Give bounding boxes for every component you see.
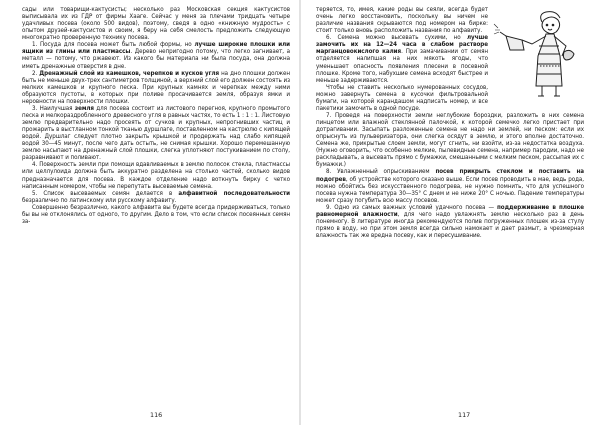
paragraph: Совершенно безразлично, какого алфавита вы будете всегда придерживаться, только бы вы не отклонялись от одного, то другим. Дело в том, что если список посеянных семян за- [22, 203, 290, 225]
left-page [22, 6, 290, 425]
paragraph: 7. Проведя на поверхности земли неглубокие бороздки, разложить в них семена пинцетом или влажной стеклянной палочкой, к которой семечко легко пристает при дотрагивании. Засыпать разложенные семена не надо ни землей, ни песком: если их опрыснуть из пульверизатора, они слегка осядут в землю, и этого вполне достаточно. Семена же, прикрытые слоем земли, могут сгнить, ни взойти, из-за недостатка воздуха. (Нужно оговорить, что особенно мелкие, пылевидные семена, например пародии, надо не раскладывать, а высевать прямо с бумажки, смешанными с мелким песком, рассыпая их с бумажки.) [316, 111, 584, 169]
right-page [316, 6, 584, 425]
page-number: 116 [150, 411, 163, 419]
paragraph: Чтобы не ставить несколько нумерованных сосудов, можно завернуть семена в кусочки фильтровальной бумаги, на которой карандашом надписать номер, и все пакетики замочить в одной посуде. [316, 83, 488, 112]
paragraph: 1. Посуда для посева может быть любой формы, но лучше широкие плошки или ящики из глины или пластмассы. Дерево непригодно потому, что легко загнивает, а металл — потому, что ржавеют. Из какого бы материала ни была посуда, она должна иметь дренажные отверстия в дне. [22, 41, 291, 70]
paragraph: 6. Семена можно высевать сухими, но лучше замочить их на 12—24 часа в слабом растворе марганцовокислого калия. При замачивании от семян отделяется налипшая на них мякоть ягоды, что уменьшает опасность появления плесени в посевной плошке. Кроме того, набухшие семена всходят быстрее и меньше задерживаются. [316, 34, 488, 84]
paragraph: 8. Увлажненный опрыскиванием посев прикрыть стеклом и поставить на подогрев, об устройстве которого сказано выше. Если посев проводить в мае, ведь рода, можно обойтись без искусственного подогрева, не нужно помнить, что для успешного посева нужна температура 30—35° С днем и не ниже 20° С ночью. Падение температуры может сразу погубить всю массу посевов. [316, 168, 584, 204]
woman-watering-illustration [492, 6, 588, 102]
paragraph: 4. Поверхность земли при помощи вдавливаемых в землю полосок стекла, пластмассы или целлулоида должна быть аккуратно разделена на столько частей, сколько видов предназначается для посева. В каждое отделение надо воткнуть бирку с четко написанным номером, чтобы не перепутать высеваемые семена. [22, 161, 290, 190]
paragraph: 2. Дренажный слой из камешков, черепков и кусков угля на дно плошки должен быть не меньше двух-трех сантиметров толщиной, а верхний слой его должен состоять из мелких камешков и крупного песка. При крупных камнях и черепках между ними образуются пустоты, в которых при поливе просачивается земля, образуя ямки и неровности на поверхности плошки. [22, 69, 290, 105]
book-gutter [299, 0, 301, 425]
paragraph: 3. Наилучшая земля для посева состоит из листового перегноя, крупного промытого песка и мелкораздробленного древесного угля в равных частях, то есть 1 : 1 : 1. Листовую землю предварительно надо просеять от сучков и крупных, непрогнивших частиц и прожарить в выстланном тонкой тканью дуршлаге, поставленном на кастрюлю с кипящей водой. Дуршлаг следует плотно закрыть крышкой и продержать над слабо кипящей водой 30—45 минут, после чего дать остыть, не снимая крышки. Хорошо перемешанную землю насыпают на дренажный слой плошки, слегка уплотняют постукиванием по столу, разравнивают и поливают. [22, 104, 290, 162]
paragraph: 9. Одно из самых важных условий удачного посева — поддерживание в плошке равномерной влажности, для чего надо увлажнять землю несколько раз в день понемногу. В литературе иногда рекомендуются полив погруженных плошек из-за стулу прямо в воду, но при этом земля всегда сильно намокает и дает размыт, а чрезмерная влажность так же вредна посеву, как и пересушивание. [316, 203, 584, 239]
paragraph: 5. Список высеваемых семян делается в алфавитной последовательности безразлично по латинскому или русскому алфавиту. [22, 189, 290, 204]
woman-watering-icon [492, 6, 588, 102]
paragraph: теряется, то, имея, какие роды вы сеяли, всегда будет очень легко восстановить, поскольку вы ничем не различие названия скрываются под номером на бирке: стоит только вновь расположить названия по алфавиту. [316, 6, 488, 35]
page-number: 117 [458, 411, 471, 419]
paragraph: сады или товарищи-кактусисты; несколько раз Московская секция кактусистов выписывала их из ГДР от фирмы Хааге. Сейчас у меня за плечами тридцать четыре удачливых посева (около 500 видов), поэтому, сведя в одно «книжную мудрость» с опытом друзей-кактусистов и своим, я беру на себя смелость предложить следующую многократно проверенную технику посева. [22, 6, 290, 42]
